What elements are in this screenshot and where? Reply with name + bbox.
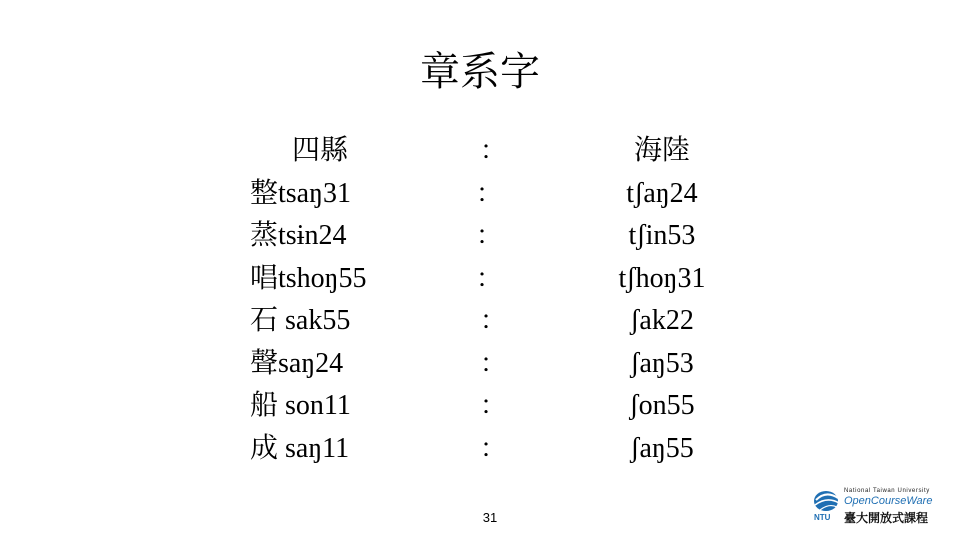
right-cell: ʃak22: [630, 305, 694, 336]
logo-abbr: NTU: [814, 513, 831, 522]
separator: ：: [480, 433, 507, 463]
left-cell: 整tsaŋ31: [250, 177, 351, 209]
left-column: [250, 130, 450, 470]
separator: ：: [480, 348, 507, 378]
left-cell: 唱tshoŋ55: [250, 262, 367, 294]
logo-university: National Taiwan University: [844, 488, 930, 494]
right-cell: ʃaŋ55: [630, 432, 694, 464]
slide-title: 章系字: [420, 49, 540, 95]
left-cell-heading: 四縣: [292, 135, 349, 166]
separator: ：: [476, 221, 503, 250]
logo-opencourseware: OpenCourseWare: [844, 495, 933, 507]
separator: ：: [480, 136, 507, 165]
right-cell: ʃaŋ53: [630, 347, 694, 379]
separator: ：: [480, 391, 507, 420]
left-cell: 聲saŋ24: [250, 347, 344, 379]
page-number: 31: [482, 510, 498, 525]
right-cell: ʃon55: [629, 390, 695, 421]
right-cell-heading: 海陸: [633, 135, 690, 166]
logo-chinese-name: 臺大開放式課程: [844, 511, 929, 525]
ntu-ocw-logo: [812, 488, 944, 524]
left-cell: 石 sak55: [250, 305, 351, 336]
left-cell: 船 son11: [250, 390, 351, 421]
separator: ：: [476, 178, 503, 208]
separator: ：: [476, 263, 503, 293]
right-column: [592, 130, 732, 470]
left-cell: 成 saŋ11: [250, 432, 350, 464]
right-cell: tʃhoŋ31: [618, 262, 706, 294]
separator-column: [470, 130, 510, 470]
right-cell: tʃin53: [628, 220, 696, 251]
separator: ：: [480, 306, 507, 335]
left-cell: 蒸tsɨn24: [250, 220, 347, 251]
globe-icon: [812, 488, 842, 514]
right-cell: tʃaŋ24: [626, 177, 698, 209]
